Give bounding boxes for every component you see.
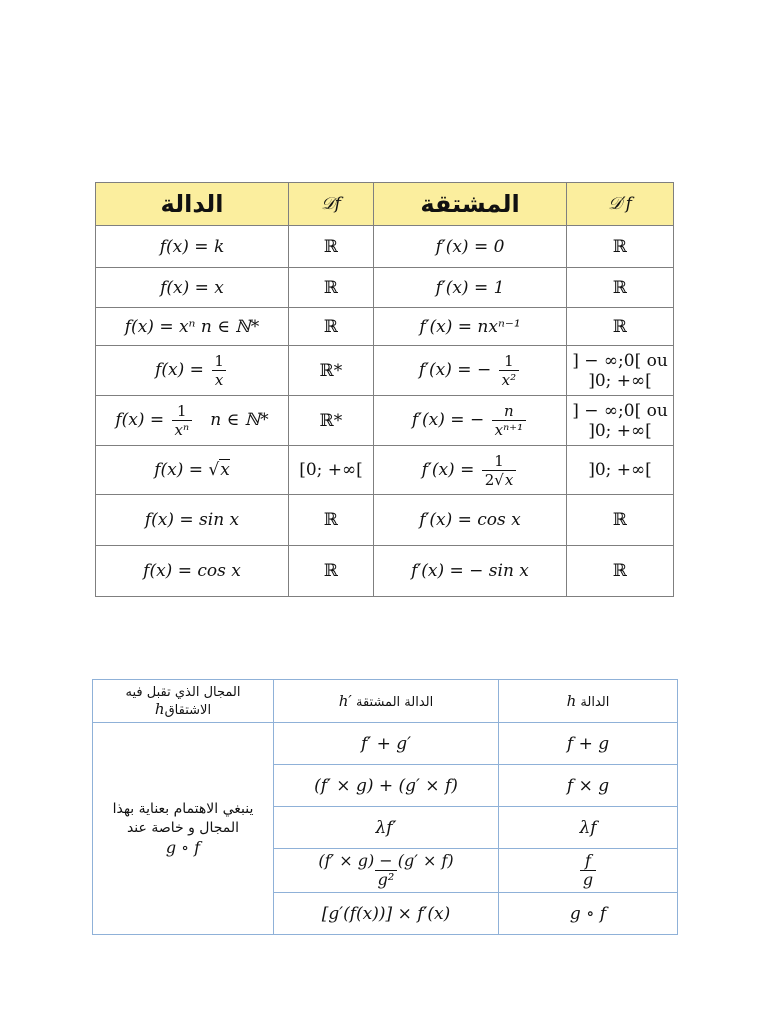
header-domain-line <box>97 700 269 718</box>
derivative-domain-cell <box>567 396 674 446</box>
table-row <box>96 308 674 346</box>
header-derivative-text: الدالة المشتقة <box>355 695 434 710</box>
domain-cell: ℝ <box>289 308 374 346</box>
derivative-cell: f′(x) = − sin x <box>374 546 567 597</box>
fraction <box>492 402 526 439</box>
derivative-cell <box>274 849 499 893</box>
fraction <box>315 852 456 889</box>
domain-cell: ℝ <box>289 226 374 268</box>
note-line: g ∘ f <box>165 838 201 857</box>
table-row <box>96 268 674 308</box>
fraction-denominator: xⁿ <box>172 420 193 439</box>
derivative-cell: [g′(f(x))] × f′(x) <box>274 893 499 935</box>
table-row <box>96 226 674 268</box>
derivative-cell: f′(x) = 0 <box>374 226 567 268</box>
fraction-numerator: f <box>585 851 591 870</box>
fraction-numerator: 1 <box>504 352 514 370</box>
function-cell: f(x) = cos x <box>96 546 289 597</box>
fraction <box>482 452 517 489</box>
derivative-cell <box>374 396 567 446</box>
header-derivative-var: h′ <box>338 692 352 710</box>
fraction-denominator: g² <box>375 870 398 889</box>
function-lhs: f(x) = √ <box>154 460 220 480</box>
fraction-numerator: 1 <box>214 352 224 370</box>
domain-cell: ℝ <box>289 268 374 308</box>
radicand: x <box>504 470 514 489</box>
table-row <box>96 346 674 396</box>
operations-header-row <box>93 680 678 723</box>
derivative-cell <box>374 346 567 396</box>
header-derivative-domain: 𝒟′f <box>567 183 674 226</box>
domain-cell: ℝ* <box>289 396 374 446</box>
function-cell: f(x) = sin x <box>96 495 289 546</box>
header-derivative-function <box>274 680 499 723</box>
function-cell: f(x) = xⁿ n ∈ ℕ* <box>96 308 289 346</box>
function-cell <box>96 346 289 396</box>
domain-cell: ℝ <box>289 546 374 597</box>
header-derivative: المشتقة <box>374 183 567 226</box>
radicand: x <box>220 460 230 480</box>
header-function-text: الدالة <box>580 695 610 710</box>
derivatives-header-row <box>96 183 674 226</box>
derivative-domain-line: ]0; +∞[ <box>588 420 652 441</box>
table-row <box>96 495 674 546</box>
table-row <box>93 723 678 765</box>
fraction-denominator: x <box>212 370 226 389</box>
derivative-lhs: f′(x) = − <box>411 410 485 430</box>
derivative-cell: f′ + g′ <box>274 723 499 765</box>
fraction-numerator: 1 <box>177 402 187 420</box>
function-lhs: f(x) = <box>155 360 204 380</box>
derivatives-table <box>95 182 674 597</box>
note-line: المجال و خاصة عند <box>126 820 240 836</box>
fraction <box>580 852 596 889</box>
fraction-denominator: xⁿ⁺¹ <box>492 420 526 439</box>
table-row <box>96 546 674 597</box>
function-lhs: f(x) = <box>115 410 165 430</box>
function-cell <box>96 396 289 446</box>
derivative-domain-cell: ℝ <box>567 495 674 546</box>
table-row <box>96 396 674 446</box>
header-function: الدالة <box>96 183 289 226</box>
derivative-cell: f′(x) = nxⁿ⁻¹ <box>374 308 567 346</box>
domain-cell: ℝ* <box>289 346 374 396</box>
derivative-domain-cell: ℝ <box>567 268 674 308</box>
header-domain-line: المجال الذي تقبل فيه <box>125 684 241 700</box>
function-cell <box>96 446 289 495</box>
derivative-domain-cell: ]0; +∞[ <box>567 446 674 495</box>
derivative-cell: (f′ × g) + (g′ × f) <box>274 765 499 807</box>
function-cell: λf <box>499 807 678 849</box>
function-cell: f × g <box>499 765 678 807</box>
derivative-cell <box>374 446 567 495</box>
header-domain-var: h <box>154 699 165 718</box>
derivative-domain-line: ]0; +∞[ <box>588 370 652 391</box>
fraction-numerator: (f′ × g) − (g′ × f) <box>318 851 454 870</box>
function-cell: f(x) = k <box>96 226 289 268</box>
domain-note-cell <box>93 723 274 935</box>
header-domain-word: الاشتقاق <box>164 702 212 718</box>
denominator-prefix: 2√ <box>484 470 504 489</box>
derivative-lhs: f′(x) = <box>421 459 475 480</box>
domain-cell: ℝ <box>289 495 374 546</box>
derivative-cell: f′(x) = cos x <box>374 495 567 546</box>
fraction <box>211 352 227 389</box>
derivative-cell: λf′ <box>274 807 499 849</box>
function-cell <box>499 849 678 893</box>
function-cell: f(x) = x <box>96 268 289 308</box>
fraction-denominator <box>482 470 517 489</box>
fraction-numerator: n <box>504 402 514 420</box>
derivative-domain-line: ] − ∞;0[ ou <box>572 400 668 421</box>
operations-table <box>92 679 678 935</box>
derivative-cell: f′(x) = 1 <box>374 268 567 308</box>
header-domain: 𝒟f <box>289 183 374 226</box>
fraction <box>172 402 193 439</box>
derivative-domain-cell: ℝ <box>567 546 674 597</box>
derivative-domain-cell: ℝ <box>567 308 674 346</box>
function-condition: n ∈ ℕ* <box>210 410 269 430</box>
header-function <box>499 680 678 723</box>
note-line: ينبغي الاهتمام بعناية بهذا <box>112 801 254 817</box>
header-domain-differentiability <box>93 680 274 723</box>
table-row <box>96 446 674 495</box>
fraction-denominator: g <box>580 870 596 889</box>
derivative-domain-line: ] − ∞;0[ ou <box>572 350 668 371</box>
function-cell: f + g <box>499 723 678 765</box>
function-cell: g ∘ f <box>499 893 678 935</box>
fraction-denominator: x² <box>499 370 519 389</box>
header-function-var: h <box>566 692 577 710</box>
derivative-lhs: f′(x) = − <box>418 360 492 380</box>
fraction-numerator: 1 <box>494 451 504 470</box>
fraction <box>499 352 519 389</box>
derivative-domain-cell <box>567 346 674 396</box>
domain-cell: [0; +∞[ <box>289 446 374 495</box>
derivative-domain-cell: ℝ <box>567 226 674 268</box>
